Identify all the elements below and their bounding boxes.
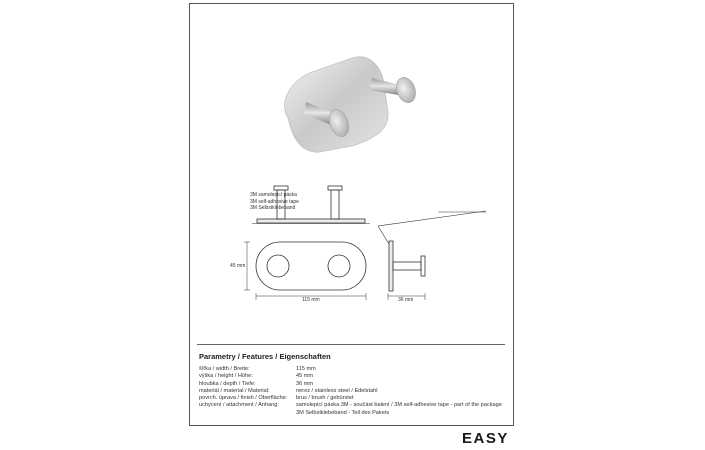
- specs-heading: Parametry / Features / Eigenschaften: [199, 352, 331, 361]
- spec-row-material: [199, 388, 502, 395]
- spec-row-depth: [199, 381, 502, 388]
- callout-line-en: 3M self-adhesive tape: [250, 198, 299, 205]
- spec-label: hloubka / depth / Tiefe:: [199, 380, 256, 387]
- spec-row-finish: [199, 395, 502, 402]
- spec-label: materiál / material / Material:: [199, 387, 270, 394]
- side-view-drawing: [388, 241, 425, 300]
- spec-value: 45 mm: [296, 373, 314, 380]
- spec-row-height: [199, 373, 502, 380]
- spec-value: brus / brush / gebürstet: [296, 395, 354, 402]
- front-view-drawing: [244, 242, 366, 300]
- product-render: [285, 57, 419, 152]
- brand-logo: EASY: [462, 430, 509, 447]
- specs-table: [199, 366, 502, 417]
- spec-value: 115 mm: [296, 366, 316, 372]
- height-dimension-label: 45 mm: [230, 263, 246, 269]
- spec-value: 36 mm: [296, 380, 314, 387]
- spec-value: samolepicí páska 3M - součást balení / 3M self-adhesive tape - part of the package: [296, 402, 502, 409]
- width-dimension-label: 115 mm: [302, 297, 320, 303]
- spec-row-attachment: [199, 402, 502, 409]
- callout-leader: [378, 211, 486, 244]
- callout-line-de: 3M Selbstklebeband: [250, 205, 296, 211]
- spec-label: uchycení / attachment / Anhang:: [199, 402, 279, 409]
- spec-attachment-continuation: 3M Selbstklebeband - Teil des Pakets: [296, 409, 390, 416]
- spec-label: šířka / width / Breite:: [199, 366, 250, 372]
- callout-line-cz: 3M samolepicí páska: [250, 192, 297, 198]
- spec-value: nerez / stainless steel / Edelstahl: [296, 387, 378, 394]
- section-divider: [197, 344, 505, 345]
- depth-dimension-label: 36 mm: [398, 297, 414, 303]
- adhesive-tape-callout: [250, 192, 299, 212]
- spec-label: výška / height / Höhe:: [199, 373, 253, 380]
- spec-row-width: [199, 366, 502, 373]
- spec-label: povrch. úprava / finish / Oberfläche:: [199, 395, 288, 402]
